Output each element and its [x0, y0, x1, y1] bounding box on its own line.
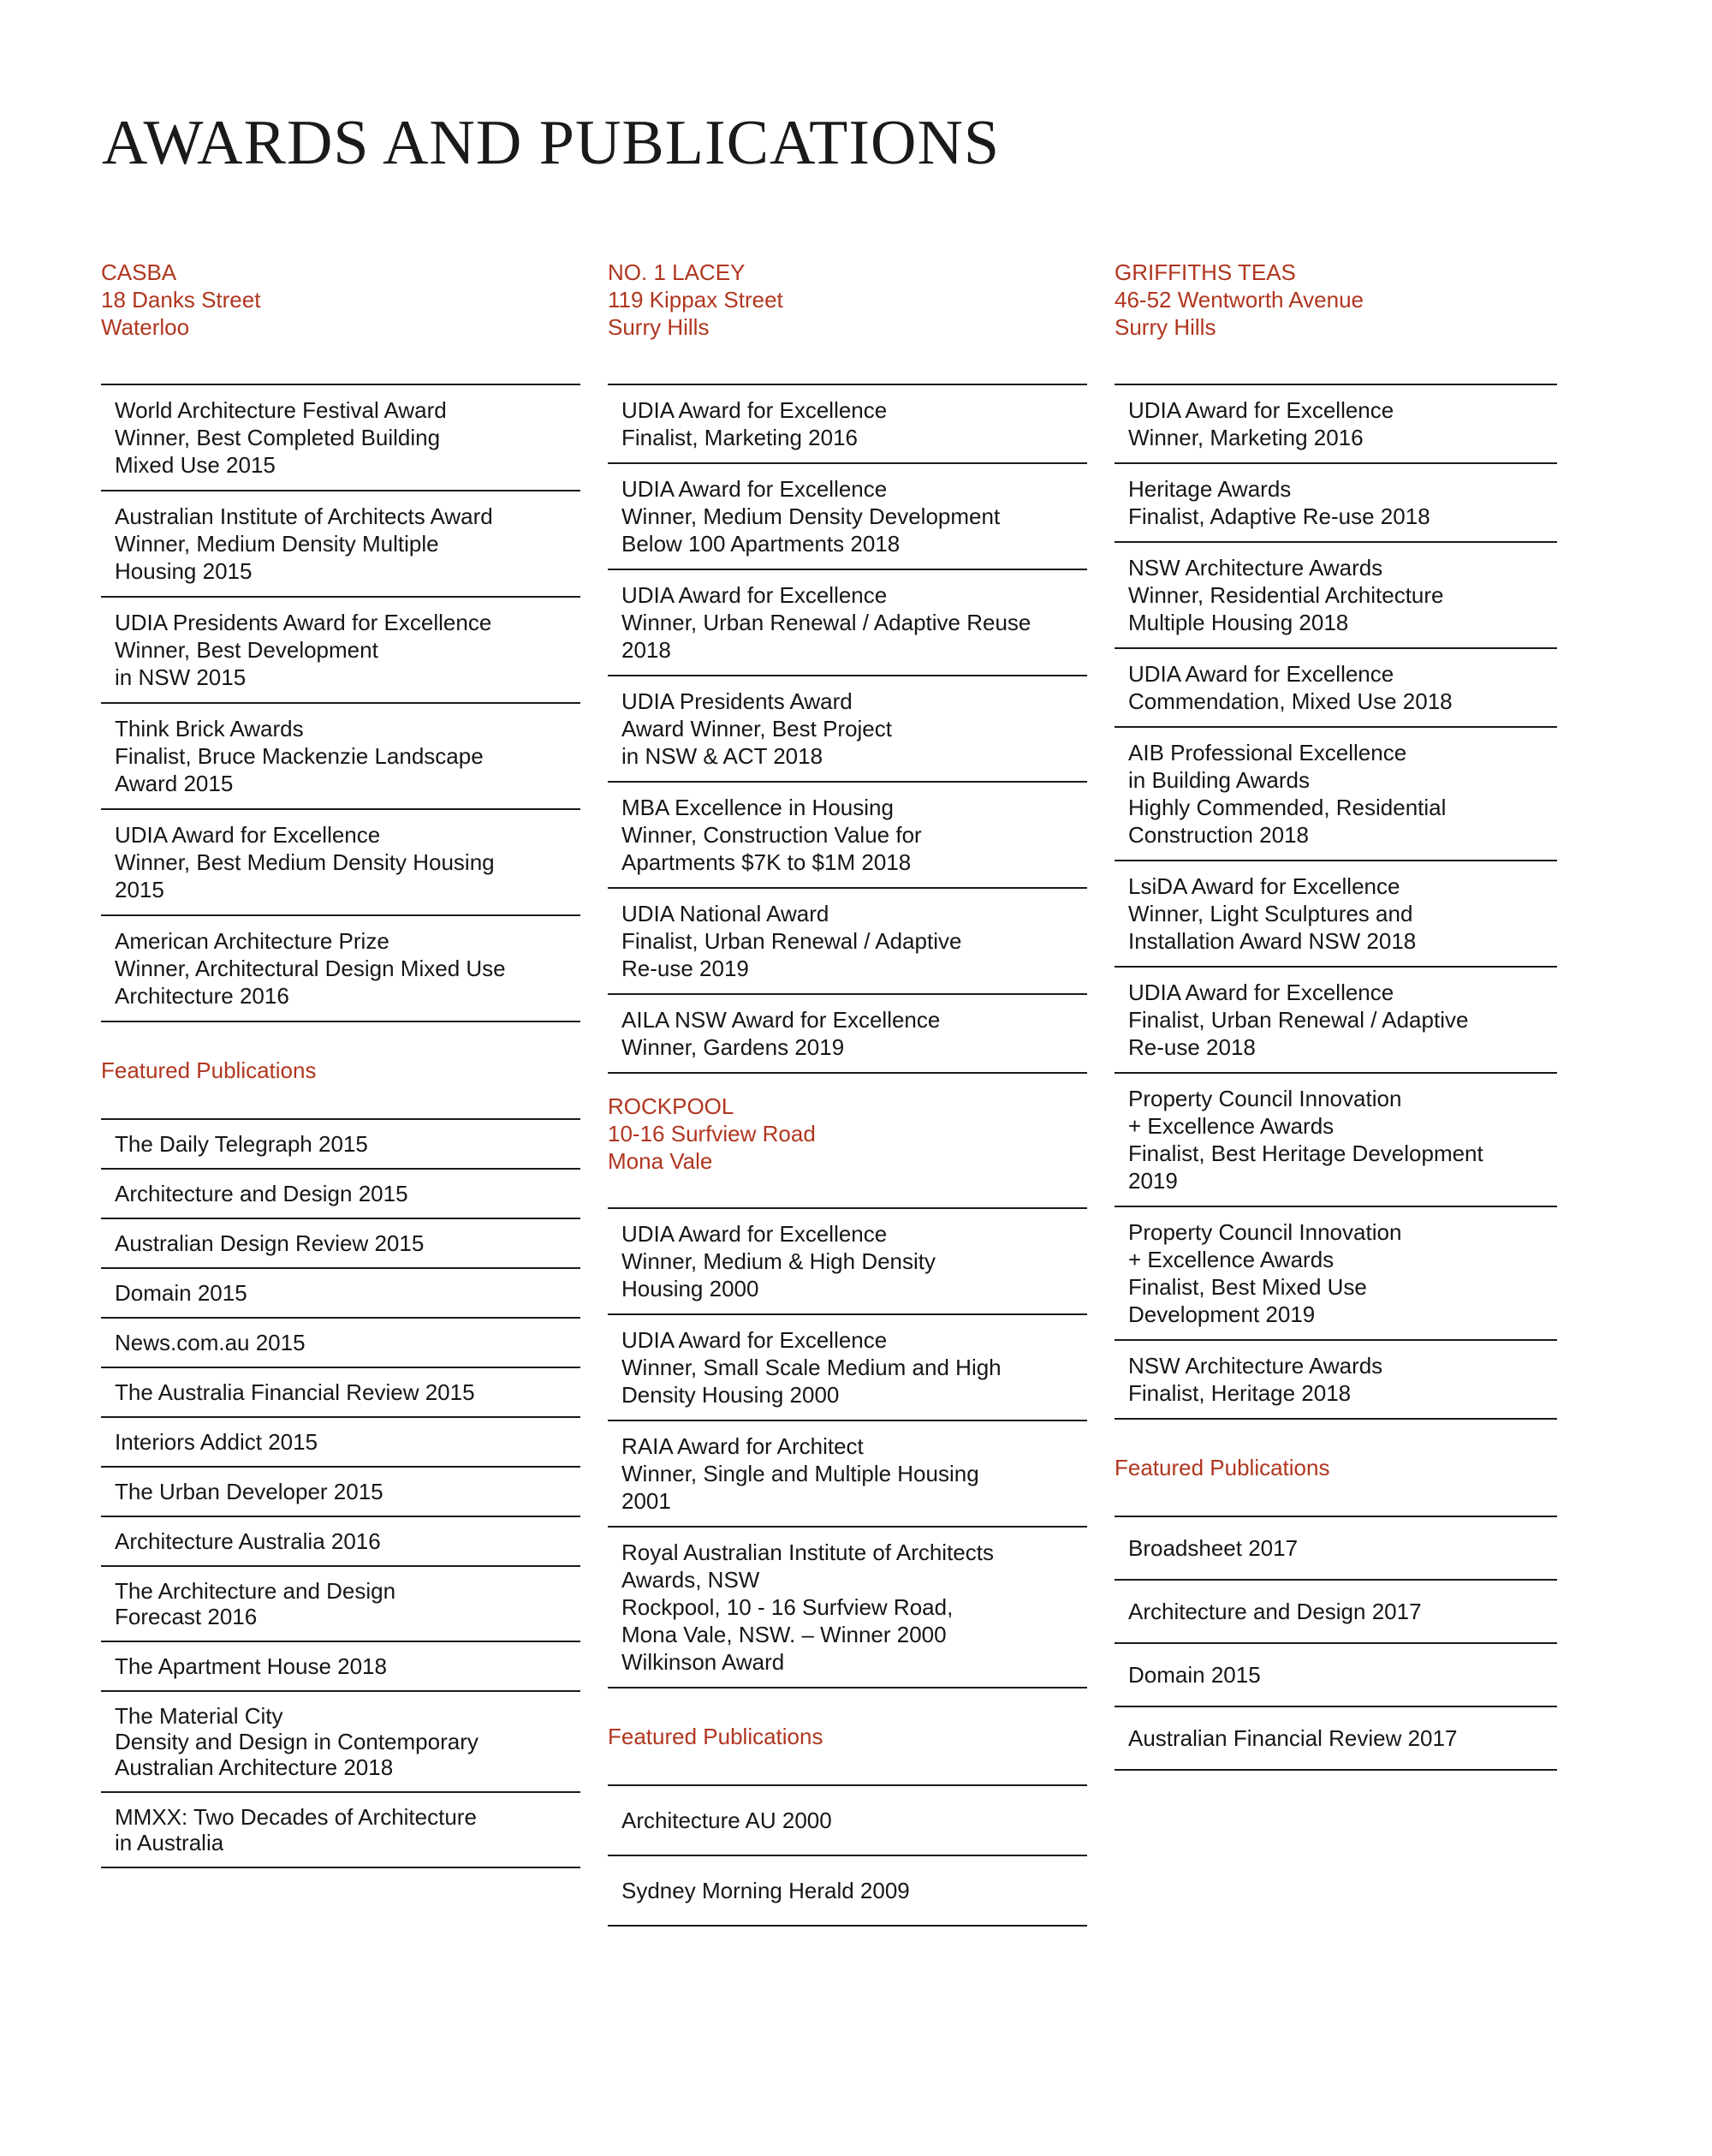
entry-line: AIB Professional Excellence: [1128, 740, 1407, 765]
entry-line: in Australia: [115, 1830, 224, 1855]
entry-line: Winner, Medium Density Multiple: [115, 531, 439, 557]
project-name: GRIFFITHS TEAS: [1115, 259, 1296, 285]
project-heading: [608, 259, 1087, 341]
featured-publications-heading: Featured Publications: [1115, 1455, 1330, 1480]
entry-line: in NSW 2015: [115, 664, 247, 690]
entry-line: Architecture and Design 2017: [1128, 1599, 1422, 1624]
award-item: [1115, 968, 1557, 1074]
project-heading: [1115, 259, 1557, 341]
award-item: [608, 1315, 1087, 1421]
entry-line: Award 2015: [115, 771, 234, 796]
entry-line: News.com.au 2015: [115, 1330, 306, 1355]
entry-line: The Urban Developer 2015: [115, 1479, 383, 1504]
entry-line: Domain 2015: [115, 1280, 247, 1306]
entry-line: Winner, Single and Multiple Housing: [621, 1461, 979, 1486]
entry-line: Australian Institute of Architects Award: [115, 503, 493, 529]
entry-line: Architecture and Design 2015: [115, 1181, 408, 1206]
entry-line: UDIA Award for Excellence: [621, 476, 888, 502]
entry-line: Mixed Use 2015: [115, 452, 276, 478]
entry-line: Royal Australian Institute of Architects: [621, 1540, 994, 1565]
column-griffiths-teas: [1115, 259, 1557, 1771]
entry-line: Australian Architecture 2018: [115, 1754, 394, 1780]
entry-line: Sydney Morning Herald 2009: [621, 1878, 910, 1903]
entry-line: MMXX: Two Decades of Architecture: [115, 1804, 477, 1830]
entry-line: + Excellence Awards: [1128, 1113, 1335, 1139]
award-item: [101, 385, 580, 491]
entry-line: MBA Excellence in Housing: [621, 795, 894, 820]
award-item: [608, 995, 1087, 1074]
entry-line: in NSW & ACT 2018: [621, 743, 823, 769]
awards-list: [1115, 384, 1557, 1420]
entry-line: Winner, Construction Value for: [621, 822, 922, 848]
award-item: [608, 385, 1087, 464]
publication-item: [1115, 1644, 1557, 1707]
publication-item: [101, 1517, 580, 1567]
entry-line: Australian Financial Review 2017: [1128, 1725, 1458, 1751]
project-street: 46-52 Wentworth Avenue: [1115, 287, 1364, 313]
entry-line: Interiors Addict 2015: [115, 1429, 318, 1455]
award-item: [608, 676, 1087, 783]
project-suburb: Surry Hills: [1115, 314, 1216, 340]
entry-line: Winner, Marketing 2016: [1128, 425, 1364, 450]
awards-list: [608, 384, 1087, 1074]
award-item: [101, 810, 580, 916]
entry-line: Finalist, Urban Renewal / Adaptive: [1128, 1007, 1469, 1033]
entry-line: American Architecture Prize: [115, 928, 389, 954]
entry-line: The Architecture and Design: [115, 1578, 396, 1604]
entry-line: Architecture 2016: [115, 983, 289, 1009]
entry-line: Winner, Urban Renewal / Adaptive Reuse: [621, 610, 1031, 635]
entry-line: Architecture Australia 2016: [115, 1528, 381, 1554]
entry-line: Multiple Housing 2018: [1128, 610, 1349, 635]
award-item: [608, 783, 1087, 889]
entry-line: Think Brick Awards: [115, 716, 304, 741]
entry-line: 2001: [621, 1488, 671, 1514]
award-item: [1115, 861, 1557, 968]
award-item: [1115, 464, 1557, 543]
entry-line: UDIA Award for Excellence: [115, 822, 381, 848]
entry-line: Housing 2000: [621, 1276, 759, 1301]
publication-item: [101, 1269, 580, 1319]
entry-line: UDIA Award for Excellence: [621, 1327, 888, 1353]
entry-line: Winner, Best Medium Density Housing: [115, 849, 495, 875]
entry-line: World Architecture Festival Award: [115, 397, 447, 423]
entry-line: UDIA Presidents Award: [621, 688, 853, 714]
entry-line: Re-use 2019: [621, 956, 749, 981]
entry-line: Below 100 Apartments 2018: [621, 531, 901, 557]
entry-line: Winner, Best Completed Building: [115, 425, 441, 450]
entry-line: Housing 2015: [115, 558, 253, 584]
column-no1-lacey: [608, 259, 1087, 1927]
entry-line: Finalist, Marketing 2016: [621, 425, 859, 450]
entry-line: Broadsheet 2017: [1128, 1535, 1299, 1561]
entry-line: Heritage Awards: [1128, 476, 1292, 502]
entry-line: Construction 2018: [1128, 822, 1310, 848]
project-name: ROCKPOOL: [608, 1093, 734, 1119]
publication-item: [608, 1856, 1087, 1927]
publication-item: [1115, 1581, 1557, 1644]
award-item: [608, 1528, 1087, 1688]
publication-item: [608, 1786, 1087, 1856]
publication-item: [101, 1418, 580, 1468]
publications-list: [101, 1118, 580, 1868]
publication-item: [101, 1120, 580, 1170]
project-street: 119 Kippax Street: [608, 287, 783, 313]
entry-line: NSW Architecture Awards: [1128, 1353, 1383, 1379]
award-item: [101, 598, 580, 704]
publications-list: [608, 1784, 1087, 1927]
award-item: [608, 889, 1087, 995]
page-title: AWARDS AND PUBLICATIONS: [102, 108, 1001, 178]
entry-line: Winner, Medium & High Density: [621, 1248, 936, 1274]
entry-line: Re-use 2018: [1128, 1034, 1256, 1060]
award-item: [608, 570, 1087, 676]
awards-list: [101, 384, 580, 1022]
publication-item: [101, 1170, 580, 1219]
column-casba: [101, 259, 580, 1868]
entry-line: Finalist, Best Heritage Development: [1128, 1141, 1483, 1166]
entry-line: UDIA Award for Excellence: [1128, 980, 1394, 1005]
entry-line: Winner, Medium Density Development: [621, 503, 1001, 529]
project-street: 18 Danks Street: [101, 287, 261, 313]
award-item: [101, 704, 580, 810]
entry-line: UDIA Presidents Award for Excellence: [115, 610, 492, 635]
entry-line: Development 2019: [1128, 1301, 1316, 1327]
project-heading: [101, 259, 580, 341]
entry-line: Mona Vale, NSW. – Winner 2000: [621, 1622, 947, 1647]
award-item: [1115, 728, 1557, 861]
entry-line: UDIA Award for Excellence: [1128, 397, 1394, 423]
entry-line: UDIA Award for Excellence: [1128, 661, 1394, 687]
featured-publications-heading: Featured Publications: [101, 1057, 317, 1083]
award-item: [1115, 1341, 1557, 1420]
award-item: [101, 916, 580, 1022]
awards-list-rockpool: [608, 1207, 1087, 1688]
publication-item: [101, 1692, 580, 1793]
entry-line: Domain 2015: [1128, 1662, 1261, 1688]
award-item: [608, 1421, 1087, 1528]
entry-line: Finalist, Urban Renewal / Adaptive: [621, 928, 962, 954]
entry-line: Winner, Light Sculptures and: [1128, 901, 1413, 926]
award-item: [1115, 649, 1557, 728]
featured-publications-heading: Featured Publications: [608, 1724, 823, 1749]
entry-line: Highly Commended, Residential: [1128, 795, 1447, 820]
entry-line: AILA NSW Award for Excellence: [621, 1007, 941, 1033]
entry-line: Finalist, Best Mixed Use: [1128, 1274, 1367, 1300]
entry-line: in Building Awards: [1128, 767, 1310, 793]
entry-line: Winner, Best Development: [115, 637, 378, 663]
entry-line: UDIA Award for Excellence: [621, 397, 888, 423]
award-item: [101, 491, 580, 598]
award-item: [1115, 1207, 1557, 1341]
entry-line: Finalist, Heritage 2018: [1128, 1380, 1352, 1406]
entry-line: UDIA Award for Excellence: [621, 1221, 888, 1247]
entry-line: The Apartment House 2018: [115, 1653, 387, 1679]
entry-line: Density Housing 2000: [621, 1382, 840, 1408]
entry-line: Awards, NSW: [621, 1567, 760, 1593]
entry-line: Australian Design Review 2015: [115, 1230, 425, 1256]
publication-item: [101, 1642, 580, 1692]
project-heading-rockpool: [608, 1093, 1087, 1175]
publication-item: [101, 1219, 580, 1269]
project-name: CASBA: [101, 259, 177, 285]
entry-line: The Daily Telegraph 2015: [115, 1131, 368, 1157]
entry-line: Rockpool, 10 - 16 Surfview Road,: [621, 1594, 954, 1620]
project-suburb: Surry Hills: [608, 314, 710, 340]
entry-line: Installation Award NSW 2018: [1128, 928, 1417, 954]
entry-line: + Excellence Awards: [1128, 1247, 1335, 1272]
publication-item: [101, 1567, 580, 1642]
entry-line: The Material City: [115, 1703, 283, 1729]
entry-line: Wilkinson Award: [621, 1649, 785, 1675]
entry-line: Apartments $7K to $1M 2018: [621, 849, 912, 875]
entry-line: Finalist, Adaptive Re-use 2018: [1128, 503, 1430, 529]
entry-line: UDIA Award for Excellence: [621, 582, 888, 608]
project-suburb: Mona Vale: [608, 1148, 713, 1174]
publication-item: [101, 1468, 580, 1517]
entry-line: Winner, Architectural Design Mixed Use: [115, 956, 506, 981]
entry-line: 2019: [1128, 1168, 1178, 1194]
entry-line: NSW Architecture Awards: [1128, 555, 1383, 581]
entry-line: Winner, Gardens 2019: [621, 1034, 845, 1060]
entry-line: Density and Design in Contemporary: [115, 1729, 479, 1754]
project-name: NO. 1 LACEY: [608, 259, 746, 285]
publication-item: [101, 1793, 580, 1868]
award-item: [1115, 1074, 1557, 1207]
entry-line: The Australia Financial Review 2015: [115, 1379, 475, 1405]
award-item: [608, 464, 1087, 570]
entry-line: UDIA National Award: [621, 901, 829, 926]
entry-line: Property Council Innovation: [1128, 1219, 1402, 1245]
project-suburb: Waterloo: [101, 314, 190, 340]
entry-line: Property Council Innovation: [1128, 1086, 1402, 1111]
entry-line: 2018: [621, 637, 671, 663]
entry-line: LsiDA Award for Excellence: [1128, 873, 1400, 899]
entry-line: Commendation, Mixed Use 2018: [1128, 688, 1453, 714]
entry-line: RAIA Award for Architect: [621, 1433, 864, 1459]
publication-item: [1115, 1517, 1557, 1581]
award-item: [608, 1209, 1087, 1315]
entry-line: Winner, Small Scale Medium and High: [621, 1355, 1002, 1380]
project-street: 10-16 Surfview Road: [608, 1121, 816, 1146]
entry-line: Forecast 2016: [115, 1604, 258, 1629]
entry-line: Architecture AU 2000: [621, 1808, 832, 1833]
entry-line: Winner, Residential Architecture: [1128, 582, 1444, 608]
entry-line: Finalist, Bruce Mackenzie Landscape: [115, 743, 484, 769]
award-item: [1115, 385, 1557, 464]
publications-list: [1115, 1516, 1557, 1771]
entry-line: Award Winner, Best Project: [621, 716, 892, 741]
publication-item: [101, 1319, 580, 1368]
entry-line: 2015: [115, 877, 164, 902]
publication-item: [101, 1368, 580, 1418]
publication-item: [1115, 1707, 1557, 1771]
award-item: [1115, 543, 1557, 649]
